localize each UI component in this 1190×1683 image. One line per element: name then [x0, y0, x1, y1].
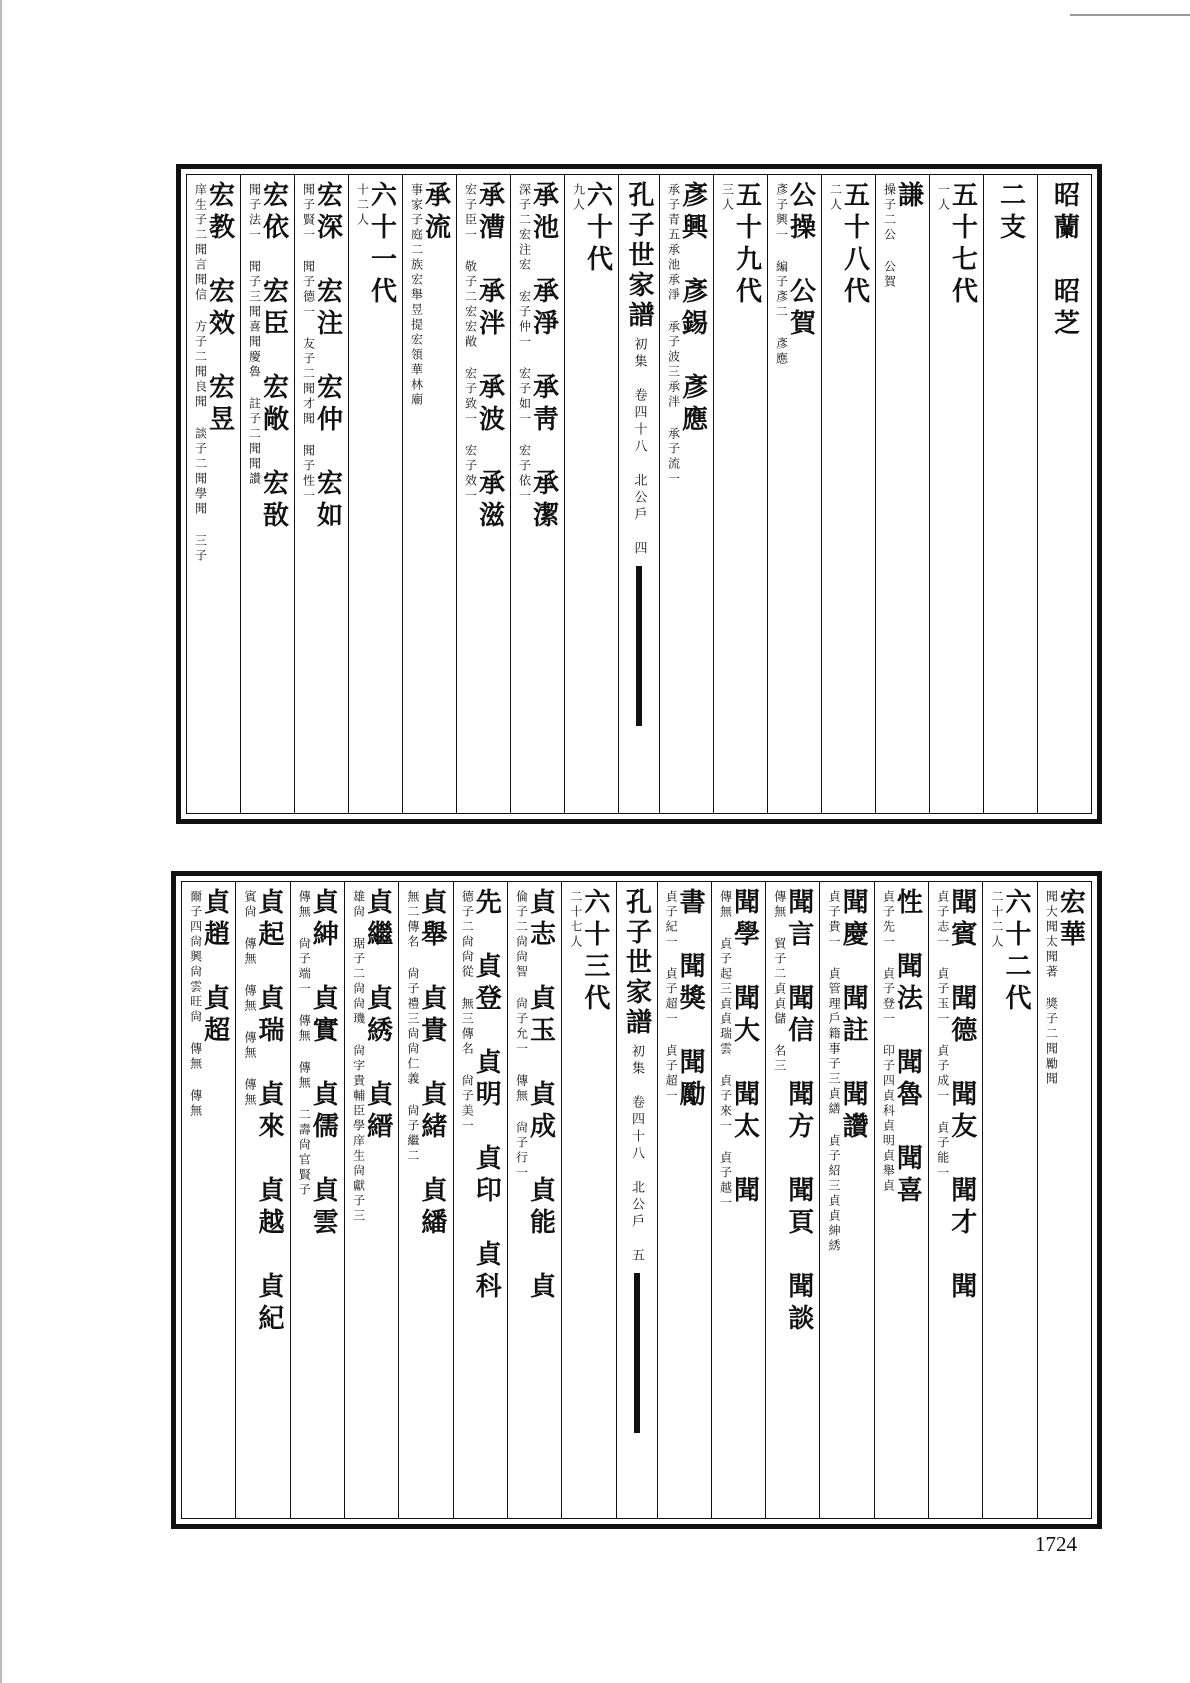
- entry: [1049, 181, 1080, 341]
- panel-columns: [186, 174, 1092, 814]
- name-text: 貞紳 貞實 貞儒 貞雲: [308, 888, 339, 1240]
- text-column: [561, 882, 615, 1518]
- entry: [827, 888, 869, 1254]
- text-column: [1037, 175, 1091, 813]
- annotation-text: 傳無 貿子二貞貞儲 名三: [772, 890, 787, 1074]
- annotation-text: 庠生子二聞言聞信 方子二聞良聞 談子二聞學聞 三子: [193, 183, 208, 564]
- text-column: [348, 175, 402, 813]
- entry: [830, 181, 868, 309]
- annotation-text: 彥子興一 編子彥二 彥應: [774, 183, 789, 367]
- text-column: [1037, 882, 1091, 1518]
- annotation-text: 傳無 尙子端一 傳無 傳無 二壽尙官賢子: [297, 890, 312, 1198]
- text-column: [398, 882, 452, 1518]
- text-column: [657, 882, 711, 1518]
- annotation-text: 無二傳名 尙子禮三尙尙仁義 尙子繼二: [405, 890, 420, 1164]
- text-column: [294, 175, 348, 813]
- name-text: 貞舉 貞貴 貞緒 貞繙: [416, 888, 447, 1240]
- name-text: 承流: [420, 181, 451, 245]
- book-title: 孔子世家譜: [624, 181, 654, 331]
- entry: [195, 181, 233, 564]
- text-column: [819, 882, 873, 1518]
- name-text: 貞志 貞玉 貞成 貞能 貞: [525, 888, 556, 1304]
- name-text: 謙: [893, 181, 924, 213]
- annotation-text: 一人: [936, 183, 951, 213]
- text-column: [456, 175, 510, 813]
- name-text: 五十七代: [947, 181, 978, 309]
- center-bar: [636, 566, 642, 726]
- name-text: 五十八代: [839, 181, 870, 309]
- name-text: 先 貞登 貞明 貞印 貞科: [471, 888, 502, 1304]
- name-text: 貞趙 貞超: [199, 888, 230, 1048]
- entry: [460, 888, 502, 1304]
- annotation-text: 貞子志一 貞子玉一 貞子成一 貞子能一: [935, 890, 950, 1181]
- entry: [774, 888, 812, 1336]
- annotation-text: 賓尙 傳無 傳無 傳無 傳無: [242, 890, 257, 1108]
- name-text: 承池 承淨 承靑 承潔: [528, 181, 559, 533]
- panel-columns: [181, 881, 1092, 1519]
- name-text: 二支: [995, 181, 1026, 245]
- annotation-text: 事家子庭二族宏舉昱提宏領華林廟: [409, 183, 424, 408]
- entry: [519, 181, 557, 533]
- book-subtitle: 初集 卷四十八 北公戶 四: [631, 337, 647, 558]
- text-column: [235, 882, 289, 1518]
- text-column: [874, 882, 928, 1518]
- top-rule: [1070, 14, 1190, 16]
- annotation-text: 聞子賢一 聞子德一 友子二聞才聞 聞子性一: [301, 183, 316, 504]
- text-column: [510, 175, 564, 813]
- entry: [664, 888, 706, 1112]
- text-column: [713, 175, 767, 813]
- entry: [995, 181, 1026, 245]
- entry: [411, 181, 449, 408]
- annotation-text: 宏子臣一 敬子二宏宏敞 宏子致一 宏子效一: [463, 183, 478, 504]
- name-text: 公操 公賀: [785, 181, 816, 341]
- left-margin-line: [0, 0, 2, 1683]
- name-text: 宏深 宏注 宏仲 宏如: [312, 181, 343, 533]
- name-text: 聞賓 聞德 聞友 聞才 聞: [946, 888, 977, 1304]
- entry: [938, 181, 976, 309]
- page-number: 1724: [1035, 1532, 1077, 1556]
- text-column: [402, 175, 456, 813]
- text-column: [711, 882, 765, 1518]
- entry: [668, 181, 706, 487]
- entry: [884, 181, 922, 290]
- name-text: 聞學 聞大 聞太 聞: [729, 888, 760, 1208]
- entry: [881, 888, 923, 1208]
- name-text: 六十代: [582, 181, 613, 277]
- annotation-text: 雄尙 琚子二尙尙璣 尙字貴輔臣學庠生尙獻子三: [351, 890, 366, 1224]
- text-column: [290, 882, 344, 1518]
- entry: [573, 181, 611, 277]
- text-column: [767, 175, 821, 813]
- entry: [516, 888, 554, 1304]
- name-text: 貞起 貞瑞 貞來 貞越 貞紀: [253, 888, 284, 1336]
- entry: [357, 181, 395, 309]
- name-text: 六十二代: [1001, 888, 1032, 1016]
- entry: [353, 888, 391, 1224]
- text-column: [983, 175, 1037, 813]
- center-column: [616, 882, 657, 1518]
- text-column: [875, 175, 929, 813]
- entry: [190, 888, 228, 1119]
- name-text: 宏教 宏效 宏昱: [204, 181, 235, 437]
- name-text: 性 聞法 聞魯 聞喜: [892, 888, 923, 1208]
- annotation-text: 九人: [571, 183, 586, 213]
- annotation-text: 二十七人: [568, 890, 583, 950]
- name-text: 五十九代: [731, 181, 762, 309]
- entry: [303, 181, 341, 533]
- entry: [465, 181, 503, 533]
- text-column: [821, 175, 875, 813]
- name-text: 六十一代: [366, 181, 397, 309]
- name-text: 宏依 宏臣 宏敞 宏敔: [258, 181, 289, 533]
- annotation-text: 爾子四尙興尙雲旺尙 傳無 傳無: [188, 890, 203, 1119]
- name-text: 聞言 聞信 聞方 聞頁 聞談: [783, 888, 814, 1336]
- genealogy-panel-lower: [171, 871, 1102, 1529]
- text-column: [765, 882, 819, 1518]
- name-text: 宏華: [1055, 888, 1086, 952]
- entry: [570, 888, 608, 1016]
- entry: [249, 181, 287, 533]
- annotation-text: 操子二公 公賀: [882, 183, 897, 290]
- text-column: [929, 175, 983, 813]
- text-column: [344, 882, 398, 1518]
- name-text: 六十三代: [579, 888, 610, 1016]
- entry: [1044, 888, 1086, 1087]
- center-bar: [634, 1273, 640, 1433]
- annotation-text: 聞大聞太聞著 獎子二聞勵聞: [1044, 890, 1059, 1087]
- name-text: 聞慶 聞註 聞讚: [838, 888, 869, 1144]
- annotation-text: 倫子二尙尙智 尙子允一 傳無 尙子行一: [514, 890, 529, 1181]
- text-column: [187, 175, 240, 813]
- entry: [244, 888, 282, 1336]
- annotation-text: 德子二尙尙從 無三傳名 尙子美一: [460, 890, 475, 1134]
- text-column: [982, 882, 1036, 1518]
- text-column: [564, 175, 618, 813]
- annotation-text: 十二人: [355, 183, 370, 228]
- annotation-text: 貞子先一 貞子登一 印子四貞科貞明貞舉貞: [881, 890, 896, 1194]
- name-text: 貞繼 貞綉 貞縉: [362, 888, 393, 1144]
- entry: [937, 888, 975, 1304]
- entry: [722, 181, 760, 309]
- entry: [407, 888, 445, 1240]
- entry: [990, 888, 1032, 1016]
- text-column: [928, 882, 982, 1518]
- text-column: [507, 882, 561, 1518]
- book-subtitle: 初集 卷四十八 北公戶 五: [629, 1044, 644, 1265]
- entry: [776, 181, 814, 367]
- annotation-text: 貞子紀一 貞子超一 貞子超一: [664, 890, 679, 1104]
- text-column: [182, 882, 235, 1518]
- name-text: 書 聞獎 聞勵: [675, 888, 706, 1112]
- annotation-text: 承子青五承池承淨 承子波三承泮 承子流一: [666, 183, 681, 487]
- name-text: 彥興 彥錫 彥應: [677, 181, 708, 437]
- annotation-text: 二人: [828, 183, 843, 213]
- annotation-text: 二十二人: [990, 890, 1005, 950]
- book-title: 孔子世家譜: [621, 888, 652, 1038]
- name-text: 承漕 承泮 承波 承滋: [474, 181, 505, 533]
- annotation-text: 聞子法一 聞子三聞喜聞慶魯 註子二聞聞讚: [247, 183, 262, 487]
- annotation-text: 深子二宏注宏 宏子仲一 宏子如一 宏子依一: [517, 183, 532, 504]
- center-column: [618, 175, 659, 813]
- annotation-text: 貞子貴一 貞管理戶籍事子三貞繕 貞子紹三貞貞紳綉: [827, 890, 842, 1254]
- annotation-text: 傳無 貞子起三貞貞瑞雲 貞子來一 貞子越一: [718, 890, 733, 1211]
- text-column: [659, 175, 713, 813]
- genealogy-panel-upper: [176, 164, 1102, 824]
- text-column: [240, 175, 294, 813]
- text-column: [453, 882, 507, 1518]
- entry: [297, 888, 339, 1240]
- name-text: 昭蘭 昭芝: [1049, 181, 1080, 341]
- annotation-text: 三人: [720, 183, 735, 213]
- entry: [718, 888, 760, 1211]
